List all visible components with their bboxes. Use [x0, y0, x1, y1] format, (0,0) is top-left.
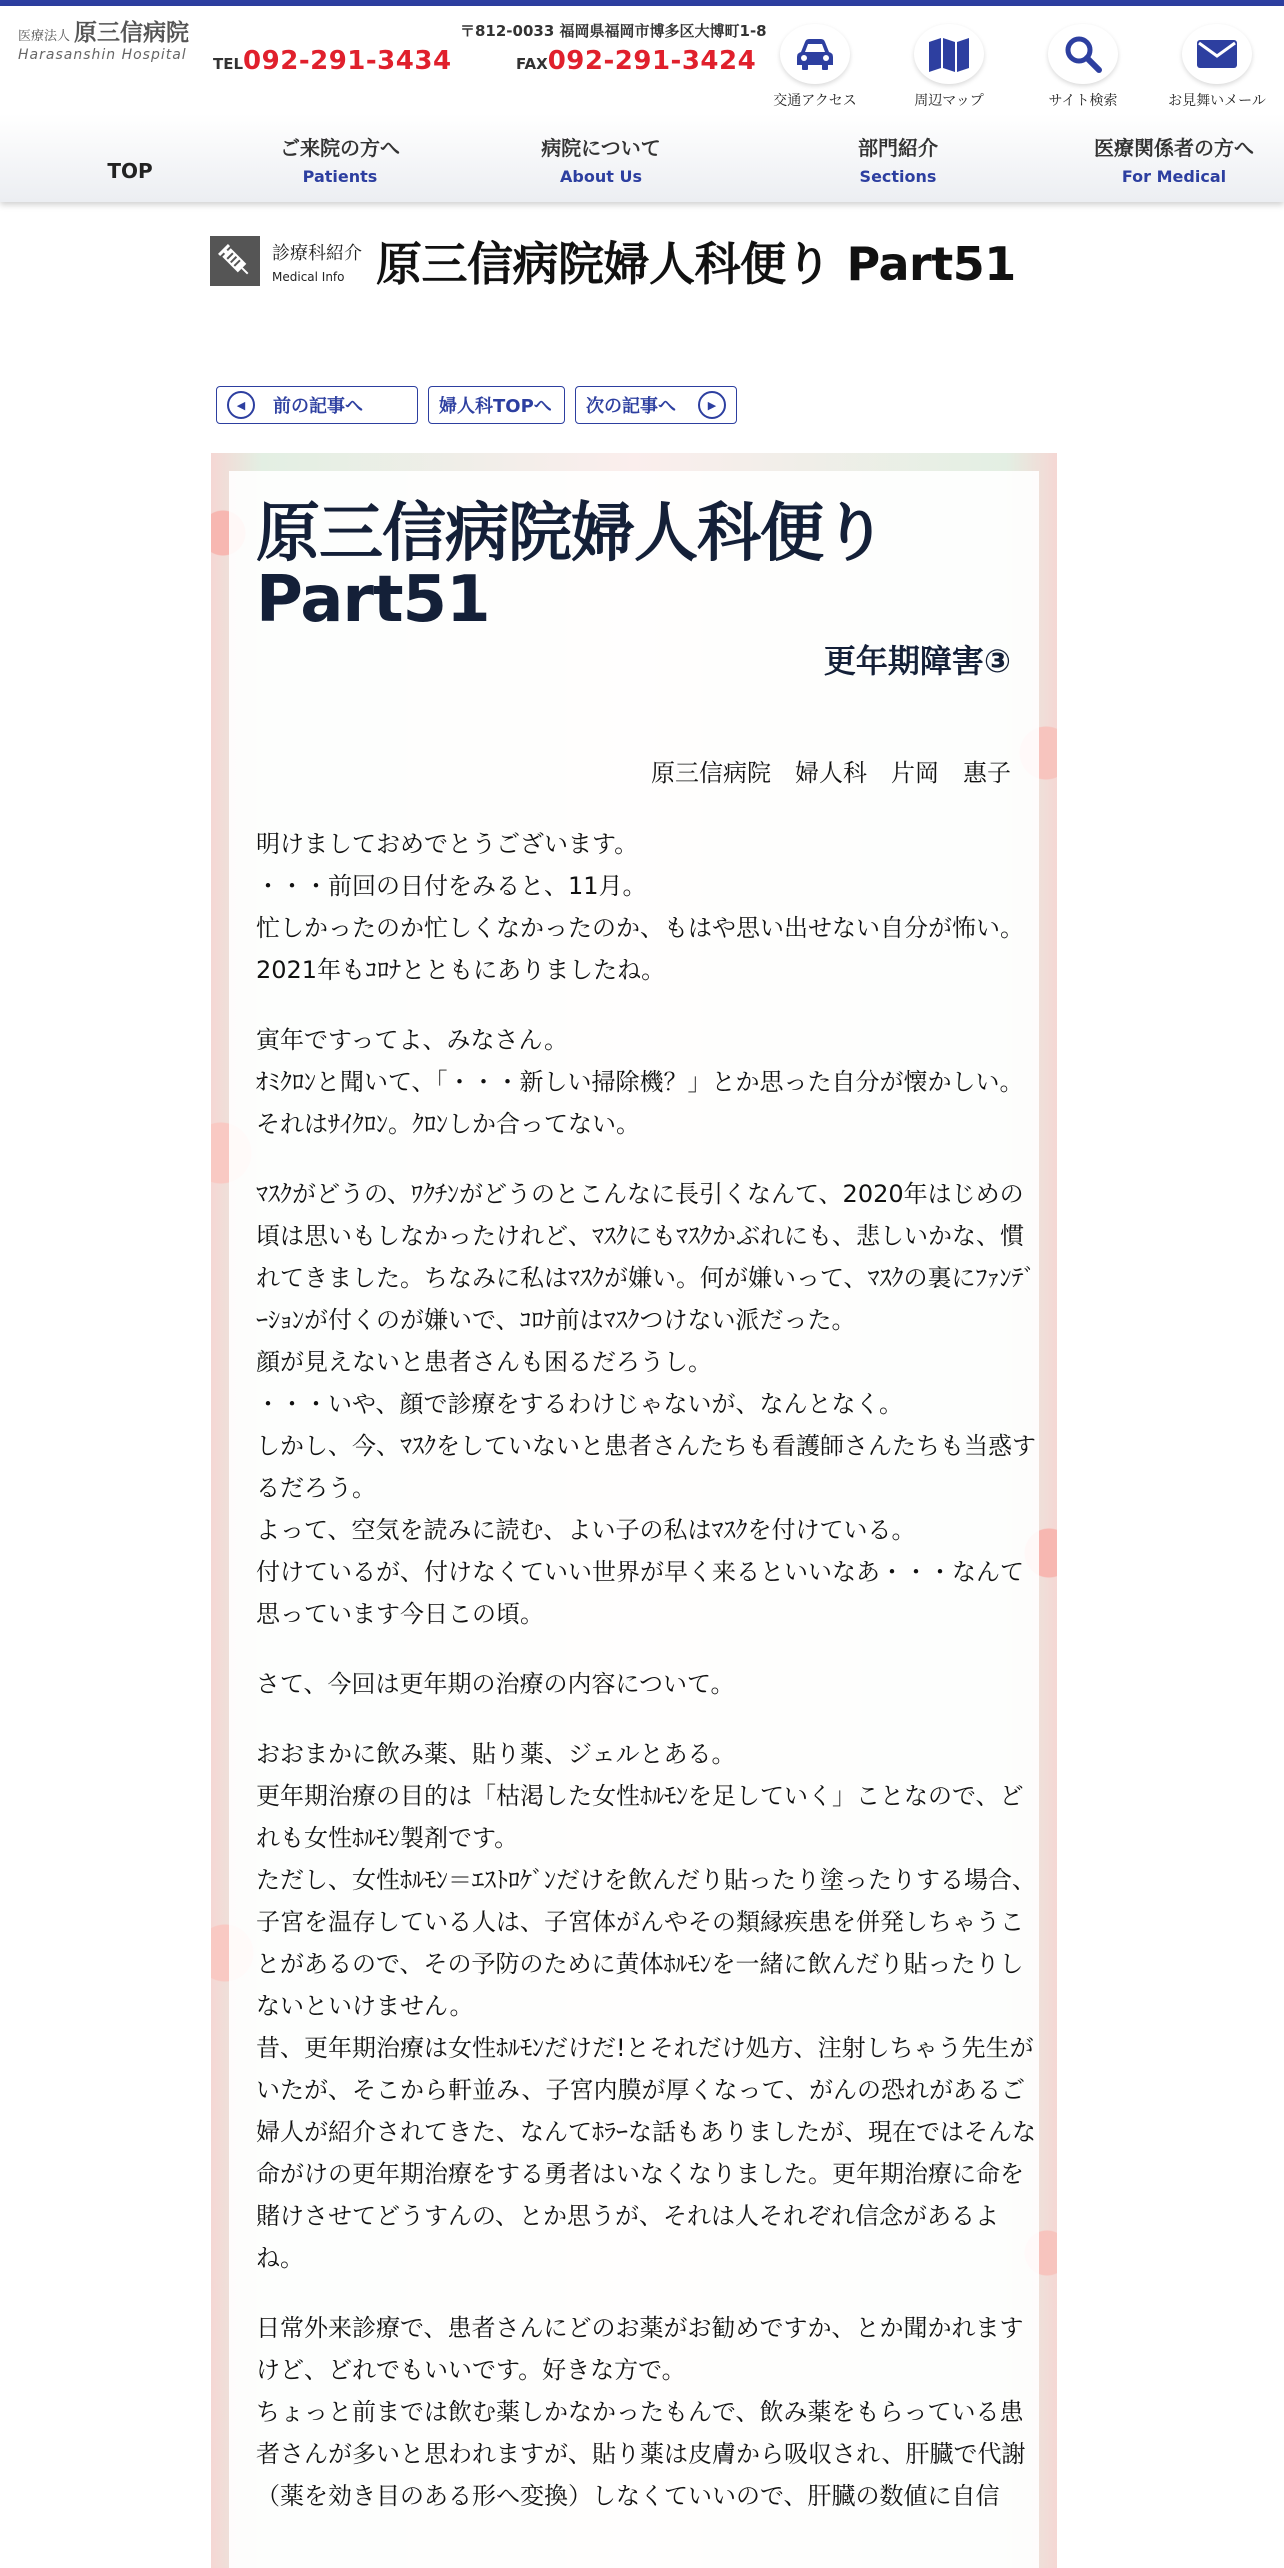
page-category — [272, 239, 362, 284]
article-author: 原三信病院 婦人科 片岡 惠子 — [651, 759, 1011, 787]
arrow-right-icon: ▶ — [698, 391, 726, 419]
tel-label: TEL — [213, 55, 244, 73]
nav-medical-jp: 医療関係者の方へ — [1094, 136, 1254, 160]
nav-patients-jp: ご来院の方へ — [280, 136, 400, 160]
nav-patients[interactable] — [210, 132, 470, 186]
logo-english: Harasanshin Hospital — [18, 47, 187, 63]
nav-patients-en: Patients — [302, 167, 378, 186]
paragraph — [256, 1173, 1046, 1635]
text-line: 明けましておめでとうございます。 — [256, 830, 639, 858]
hospital-address: 〒812-0033 福岡県福岡市博多区大博町1-8 — [460, 22, 767, 40]
mail-label: お見舞いメール — [1168, 93, 1266, 109]
page-title-block — [210, 228, 1016, 294]
article-panel — [229, 471, 1039, 2568]
tel-number: 092-291-3434 — [243, 46, 452, 76]
text-line: しかし、今、ﾏｽｸをしていないと患者さんたちも看護師さんたちも当惑するだろう。 — [256, 1432, 1036, 1502]
nav-sections[interactable] — [768, 132, 1028, 186]
text-line: 寅年ですってよ、みなさん。 — [256, 1026, 568, 1054]
access-label: 交通アクセス — [773, 93, 857, 109]
paragraph — [256, 1019, 1046, 1145]
mail-link[interactable] — [1150, 24, 1284, 110]
site-header — [0, 6, 1284, 202]
access-link[interactable] — [748, 24, 882, 110]
next-article-label: 次の記事へ — [586, 396, 676, 417]
prev-article-button[interactable] — [216, 386, 418, 424]
paragraph — [256, 823, 1046, 991]
text-line: おおまかに飲み薬、貼り薬、ジェルとある。 — [256, 1740, 736, 1768]
nav-about-en: About Us — [560, 167, 642, 186]
search-label: サイト検索 — [1048, 93, 1118, 109]
map-icon — [927, 36, 971, 72]
article-frame — [211, 453, 1057, 2568]
text-line: 更年期治療の目的は「枯渇した女性ﾎﾙﾓﾝを足していく」ことなので、どれも女性ﾎﾙﾓﾝ製剤です。 — [256, 1782, 1024, 1852]
hospital-logo[interactable] — [18, 14, 189, 63]
car-icon — [793, 36, 837, 72]
gynecology-top-label: 婦人科TOPへ — [439, 396, 552, 417]
fax-number: 092-291-3424 — [547, 46, 757, 76]
nav-sections-jp: 部門紹介 — [858, 136, 938, 160]
search-icon — [1063, 34, 1103, 74]
text-line: ﾏｽｸがどうの、ﾜｸﾁﾝがどうのとこんなに長引くなんて、2020年はじめの頃は思いもしなかったけれど、ﾏｽｸにもﾏｽｸかぶれにも、悲しいかな、慣れてきました。ちなみに私はﾏｽｸが嫌い。何が嫌いって、ﾏｽｸの裏にﾌｧﾝﾃﾞｰｼｮﾝが付くのが嫌いで、ｺﾛﾅ前はﾏｽｸつけない派だった。 — [256, 1180, 1036, 1334]
tel-contact[interactable] — [213, 46, 452, 76]
page-title: 原三信病院婦人科便り Part51 — [376, 237, 1016, 291]
text-line: ただし、女性ﾎﾙﾓﾝ＝ｴｽﾄﾛｹﾞﾝだけを飲んだり貼ったり塗ったりする場合、子宮を温存している人は、子宮体がんやその類縁疾患を併発しちゃうことがあるので、その予防のために黄体ﾎﾙﾓﾝを一緒に飲んだり貼ったりしないといけません。 — [256, 1866, 1036, 2020]
article-navigation — [216, 386, 737, 424]
main-nav — [0, 124, 1284, 204]
paragraph — [256, 2307, 1046, 2517]
text-line: 忙しかったのか忙しくなかったのか、もはや思い出せない自分が怖い。 — [256, 914, 1024, 942]
paragraph — [256, 1733, 1046, 2279]
header-icon-links — [748, 24, 1284, 110]
text-line: ｵﾐｸﾛﾝと聞いて、「・・・新しい掃除機？」とか思った自分が懐かしい。 — [256, 1068, 1024, 1096]
article-subtitle: 更年期障害③ — [823, 642, 1011, 680]
mail-icon — [1195, 38, 1239, 70]
text-line: 顔が見えないと患者さんも困るだろうし。 — [256, 1348, 712, 1376]
nav-medical-en: For Medical — [1121, 167, 1227, 186]
nav-sections-en: Sections — [859, 167, 937, 186]
nav-medical[interactable] — [1044, 132, 1284, 186]
paragraph — [256, 1663, 1046, 1705]
text-line: 昔、更年期治療は女性ﾎﾙﾓﾝだけだ!とそれだけ処方、注射しちゃう先生がいたが、そこから軒並み、子宮内膜が厚くなって、がんの恐れがあるご婦人が紹介されてきた、なんてﾎﾗｰな話もありましたが、現在ではそんな命がけの更年期治療をする勇者はいなくなりました。更年期治療に命を賭けさせてどうすんの、とか思うが、それは人それぞれ信念があるよね。 — [256, 2034, 1036, 2272]
syringe-icon — [210, 236, 260, 286]
nav-about[interactable] — [471, 132, 731, 186]
text-line: 付けているが、付けなくていい世界が早く来るといいなあ・・・なんて思っています今日この頃。 — [256, 1558, 1024, 1628]
logo-name: 原三信病院 — [74, 20, 190, 46]
map-link[interactable] — [882, 24, 1016, 110]
text-line: 2021年もｺﾛﾅとともにありましたね。 — [256, 956, 666, 984]
site-search-link[interactable] — [1016, 24, 1150, 110]
text-line: それはｻｲｸﾛﾝ。ｸﾛﾝしか合ってない。 — [256, 1110, 640, 1138]
text-line: ・・・前回の日付をみると、11月。 — [256, 872, 647, 900]
fax-label: FAX — [516, 55, 548, 73]
text-line: ちょっと前までは飲む薬しかなかったもんで、飲み薬をもらっている患者さんが多いと思われますが、貼り薬は皮膚から吸収され、肝臓で代謝（薬を効き目のある形へ変換）しなくていいので、肝臓の数値に自信 — [256, 2398, 1026, 2510]
article-body — [256, 823, 1046, 2545]
prev-article-label: 前の記事へ — [273, 396, 363, 417]
page-category-jp: 診療科紹介 — [272, 242, 362, 264]
map-label: 周辺マップ — [914, 93, 984, 109]
logo-corp: 医療法人 — [18, 29, 71, 44]
text-line: よって、空気を読みに読む、よい子の私はﾏｽｸを付けている。 — [256, 1516, 916, 1544]
arrow-left-icon: ◀ — [227, 391, 255, 419]
text-line: 日常外来診療で、患者さんにどのお薬がお勧めですか、とか聞かれますけど、どれでもいいです。好きな方で。 — [256, 2314, 1024, 2384]
next-article-button[interactable] — [575, 386, 737, 424]
article-title: 原三信病院婦人科便り Part51 — [256, 497, 886, 637]
nav-top[interactable]: TOP — [107, 159, 153, 183]
fax-contact — [516, 46, 756, 76]
nav-about-jp: 病院について — [541, 136, 661, 160]
page-category-en: Medical Info — [272, 269, 345, 284]
gynecology-top-button[interactable] — [428, 386, 565, 424]
text-line: さて、今回は更年期の治療の内容について。 — [256, 1670, 735, 1698]
text-line: ・・・いや、顔で診療をするわけじゃないが、なんとなく。 — [256, 1390, 904, 1418]
